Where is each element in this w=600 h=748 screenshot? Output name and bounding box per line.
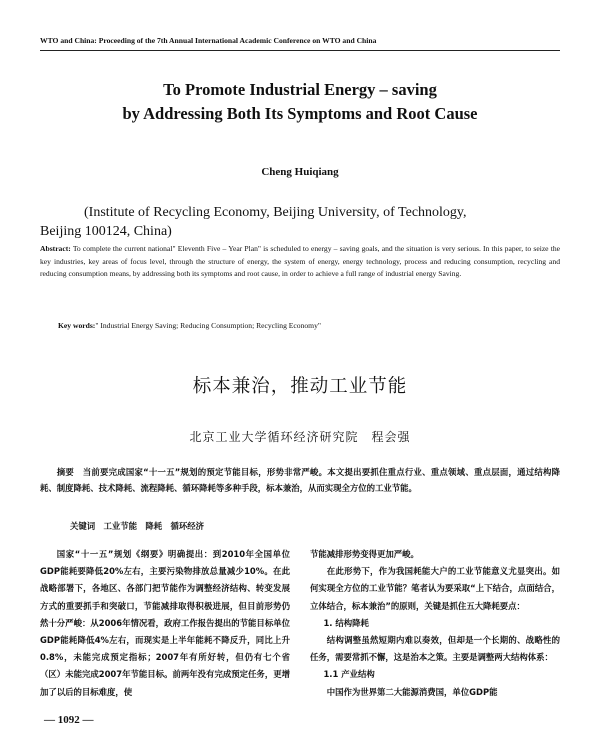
abstract-en-text: To complete the current national" Eleventh Five – Year Plan" is scheduled to energy – saving goals, and the situation is very serious. In this paper, to seize the key industries, key areas of focus level, through the structure of energy, the system of energy, energy technology, process and reducing consumption, recycling and reducing consumption means, by addressing both its symptoms and root cause, in order to achieve a full range of industrial energy Saving. [40,244,560,279]
keywords-en-text: " Industrial Energy Saving; Reducing Consumption; Recycling Economy" [95,321,321,330]
section-heading-1: 1. 结构降耗 [323,617,369,628]
author-zh: 北京工业大学循环经济研究院 程会强 [189,430,411,444]
title-en-line1: To Promote Industrial Energy – saving [163,80,437,99]
affiliation-en-line2: Beijing 100124, China) [40,224,172,239]
header-rule [40,50,560,51]
abstract-zh-text: 当前要完成国家“十一五”规划的预定节能目标，形势非常严峻。本文提出要抓住重点行业、重点领域、重点层面，通过结构降耗、制度降耗、技术降耗、流程降耗、循环降耗等多种手段，标本兼治，从而实现全方位的工业节能。 [40,467,560,493]
abstract-en [40,243,560,281]
author-en: Cheng Huiqiang [261,166,339,178]
keywords-zh-label: 关键词 [70,521,96,531]
title-zh: 标本兼治，推动工业节能 [192,376,408,397]
abstract-zh [40,465,560,496]
body-right-paragraph-1: 节能减排形势变得更加严峻。 [310,549,419,559]
title-en-line2: by Addressing Both Its Symptoms and Root Cause [122,104,478,123]
page-number: — 1092 — [44,714,94,726]
keywords-en-label: Key words: [58,321,96,330]
keywords-en [58,321,558,330]
abstract-zh-label: 摘要 [56,467,75,477]
body-right-paragraph-4: 中国作为世界第二大能源消费国，单位GDP能 [326,686,498,697]
body-column-left [40,546,290,701]
section-heading-1-1: 1.1 产业结构 [323,669,375,680]
keywords-zh [70,520,204,532]
affiliation-en-line1: (Institute of Recycling Economy, Beijing University, of Technology, [84,205,467,220]
body-left-paragraph: 国家“十一五”规划《纲要》明确提出：到2010年全国单位GDP能耗要降低20%左右，主要污染物排放总量减少10%。在此战略部署下，各地区、各部门把节能作为调整经济结构、转变发展方式的重要抓手和突破口，节能减排取得积极进展，但目前形势仍然十分严峻：从2006年情况看，政府工作报告提出的节能目标单位GDP能耗降低4%左右，而现实是上半年能耗不降反升，同比上升0.8%，未能完成预定指标；2007年有所好转，但仍有七个省（区）未能完成2007年节能目标。前两年没有完成预定任务，更增加了以后的目标难度，使 [40,549,290,697]
body-column-right [310,546,560,701]
body-right-paragraph-3: 结构调整虽然短期内难以奏效，但却是一个长期的、战略性的任务，需要常抓不懈，这是治本之策。主要是调整两大结构体系： [310,635,560,663]
keywords-zh-text: 工业节能 降耗 循环经济 [95,521,204,531]
body-right-paragraph-2: 在此形势下，作为我国耗能大户的工业节能意义尤显突出。如何实现全方位的工业节能？笔者认为要采取“上下结合，点面结合，立体结合，标本兼治”的原则，关键是抓住五大降耗要点： [310,566,560,611]
running-head: WTO and China: Proceeding of the 7th Annual International Academic Conference on WTO and China [40,36,377,45]
abstract-en-label: Abstract: [40,244,71,253]
